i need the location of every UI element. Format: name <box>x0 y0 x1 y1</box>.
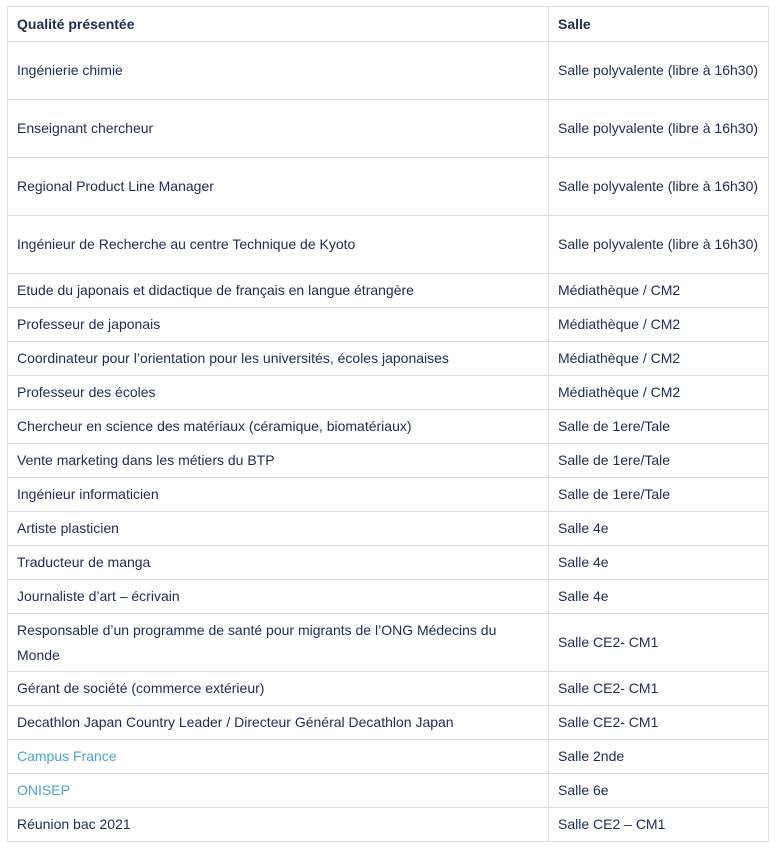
room-cell: Médiathèque / CM2 <box>549 274 769 308</box>
quality-cell: Gérant de société (commerce extérieur) <box>8 672 549 706</box>
table-row <box>8 512 769 546</box>
quality-cell: Decathlon Japan Country Leader / Directeur Général Decathlon Japan <box>8 706 549 740</box>
quality-cell: Ingénierie chimie <box>8 42 549 100</box>
quality-cell: Regional Product Line Manager <box>8 158 549 216</box>
table-row <box>8 158 769 216</box>
room-cell: Médiathèque / CM2 <box>549 376 769 410</box>
quality-cell: Traducteur de manga <box>8 546 549 580</box>
table-row <box>8 478 769 512</box>
room-cell: Médiathèque / CM2 <box>549 342 769 376</box>
room-cell: Médiathèque / CM2 <box>549 308 769 342</box>
table-row <box>8 706 769 740</box>
table-row <box>8 410 769 444</box>
quality-cell: Artiste plasticien <box>8 512 549 546</box>
room-cell: Salle polyvalente (libre à 16h30) <box>549 42 769 100</box>
room-cell: Salle 6e <box>549 774 769 808</box>
schedule-table <box>7 6 769 842</box>
room-cell: Salle de 1ere/Tale <box>549 410 769 444</box>
room-cell: Salle 4e <box>549 546 769 580</box>
table-row <box>8 444 769 478</box>
quality-cell: Etude du japonais et didactique de français en langue étrangère <box>8 274 549 308</box>
quality-cell: Chercheur en science des matériaux (céramique, biomatériaux) <box>8 410 549 444</box>
room-cell: Salle polyvalente (libre à 16h30) <box>549 216 769 274</box>
room-cell: Salle de 1ere/Tale <box>549 444 769 478</box>
quality-cell: Coordinateur pour l’orientation pour les universités, écoles japonaises <box>8 342 549 376</box>
quality-cell: Professeur de japonais <box>8 308 549 342</box>
table-row <box>8 308 769 342</box>
room-cell: Salle CE2 – CM1 <box>549 808 769 842</box>
table-row <box>8 774 769 808</box>
quality-cell: Réunion bac 2021 <box>8 808 549 842</box>
table-row <box>8 546 769 580</box>
quality-cell <box>8 774 549 808</box>
table-row <box>8 808 769 842</box>
room-cell: Salle CE2- CM1 <box>549 614 769 672</box>
quality-cell: Professeur des écoles <box>8 376 549 410</box>
table-row <box>8 580 769 614</box>
table-row <box>8 100 769 158</box>
room-cell: Salle 4e <box>549 580 769 614</box>
table-row <box>8 274 769 308</box>
table-row <box>8 342 769 376</box>
quality-cell: Enseignant chercheur <box>8 100 549 158</box>
room-cell: Salle 4e <box>549 512 769 546</box>
room-cell: Salle de 1ere/Tale <box>549 478 769 512</box>
table-row <box>8 42 769 100</box>
quality-cell: Journaliste d’art – écrivain <box>8 580 549 614</box>
room-cell: Salle polyvalente (libre à 16h30) <box>549 100 769 158</box>
table-row <box>8 614 769 672</box>
room-cell: Salle polyvalente (libre à 16h30) <box>549 158 769 216</box>
table-row <box>8 672 769 706</box>
room-cell: Salle 2nde <box>549 740 769 774</box>
quality-cell: Ingénieur informaticien <box>8 478 549 512</box>
quality-cell: Vente marketing dans les métiers du BTP <box>8 444 549 478</box>
campus-france-link[interactable]: Campus France <box>17 748 117 765</box>
table-row <box>8 216 769 274</box>
table-row <box>8 740 769 774</box>
table-row <box>8 376 769 410</box>
header-quality: Qualité présentée <box>8 7 549 42</box>
quality-cell <box>8 740 549 774</box>
table-header-row <box>8 7 769 42</box>
onisep-link[interactable]: ONISEP <box>17 782 70 799</box>
schedule-table-container <box>7 6 768 842</box>
quality-cell: Ingénieur de Recherche au centre Technique de Kyoto <box>8 216 549 274</box>
room-cell: Salle CE2- CM1 <box>549 706 769 740</box>
room-cell: Salle CE2- CM1 <box>549 672 769 706</box>
header-room: Salle <box>549 7 769 42</box>
quality-cell: Responsable d’un programme de santé pour migrants de l’ONG Médecins du Monde <box>8 614 549 672</box>
